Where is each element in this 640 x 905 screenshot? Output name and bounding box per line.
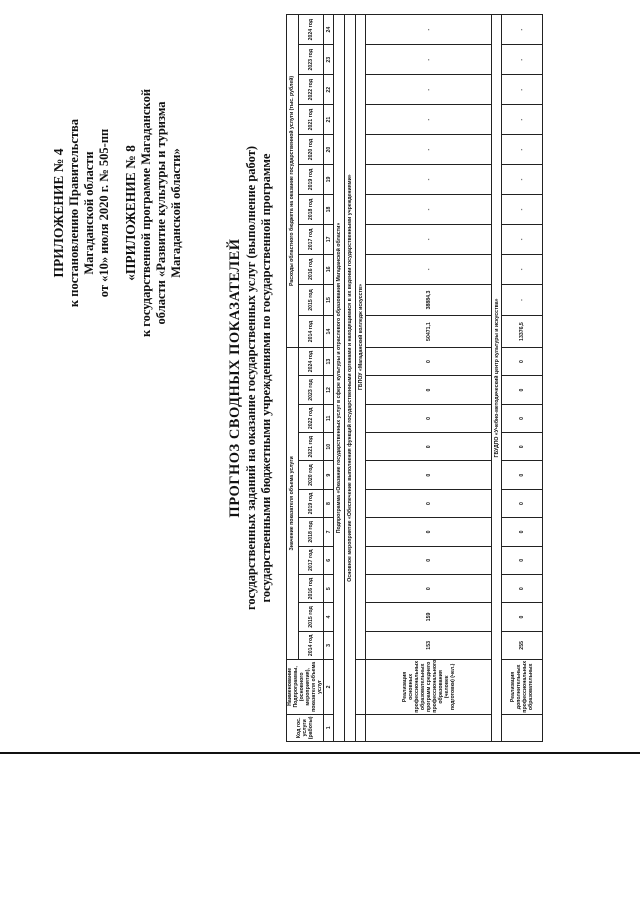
budget-value: -	[502, 194, 543, 224]
budget-value: -	[502, 284, 543, 316]
indicators-table	[286, 14, 543, 742]
budget-value: -	[502, 165, 543, 195]
volume-value: 0	[502, 518, 543, 546]
table-row	[502, 15, 543, 742]
budget-value: -	[366, 105, 492, 135]
budget-value: 38884,3	[366, 284, 492, 316]
year-header: 2023 год	[298, 376, 323, 404]
column-number: 5	[324, 574, 334, 602]
volume-value: 0	[502, 461, 543, 489]
budget-value: -	[366, 194, 492, 224]
page-divider-line	[0, 752, 640, 754]
header-line: к государственной программе Магаданской	[139, 88, 153, 338]
budget-value: 13376,5	[502, 316, 543, 348]
column-number: 14	[324, 316, 334, 348]
year-header: 2018 год	[298, 194, 323, 224]
volume-value: 0	[366, 574, 492, 602]
budget-value: -	[366, 165, 492, 195]
appendix-number: ПРИЛОЖЕНИЕ № 4	[51, 148, 66, 278]
volume-value: 153	[366, 631, 492, 659]
header-line: Магаданской области	[82, 151, 96, 275]
volume-value: 0	[502, 404, 543, 432]
column-number: 8	[324, 489, 334, 517]
volume-value: 159	[366, 603, 492, 631]
year-header: 2016 год	[298, 254, 323, 284]
year-header: 2024 год	[298, 347, 323, 375]
service-name: Реализация основных профессиональных образовательных программ среднего профессионального образования (человек подготовки) (чел.)	[366, 660, 492, 715]
budget-value: -	[502, 135, 543, 165]
year-header: 2015 год	[298, 284, 323, 316]
subprogram-row: Подпрограмма «Оказание государственных услуг в сфере культуры и отраслевого образования Магаданской области»	[334, 15, 345, 742]
column-number: 23	[324, 45, 334, 75]
column-number: 2	[324, 660, 334, 715]
year-header: 2014 год	[298, 316, 323, 348]
volume-value: 0	[502, 489, 543, 517]
header-code: Код гос. услуги (работы)	[287, 714, 324, 741]
year-header: 2019 год	[298, 489, 323, 517]
year-header: 2014 год	[298, 631, 323, 659]
rotated-document-page	[40, 8, 620, 748]
header-line: области «Развитие культуры и туризма	[154, 101, 168, 325]
header-budget-group: Расходы областного бюджета на оказание государственной услуги (тыс. рублей)	[287, 15, 299, 348]
budget-value: -	[502, 254, 543, 284]
column-number: 6	[324, 546, 334, 574]
title-line: государственных заданий на оказание государственных услуг (выполнение работ)	[244, 146, 258, 610]
volume-value: 0	[366, 433, 492, 461]
budget-value: -	[366, 45, 492, 75]
year-header: 2022 год	[298, 404, 323, 432]
volume-value: 0	[366, 489, 492, 517]
volume-value: 0	[502, 347, 543, 375]
year-header: 2020 год	[298, 461, 323, 489]
budget-value: -	[502, 15, 543, 45]
budget-value: -	[502, 105, 543, 135]
volume-value: 255	[502, 631, 543, 659]
budget-value: 50471,1	[366, 316, 492, 348]
volume-value: 0	[366, 518, 492, 546]
column-number: 17	[324, 224, 334, 254]
budget-value: -	[366, 15, 492, 45]
column-number: 15	[324, 284, 334, 316]
header-line: Магаданской области»	[169, 148, 183, 278]
budget-value: -	[502, 75, 543, 105]
column-number: 19	[324, 165, 334, 195]
organization-row: ГБПОУ «Магаданский колледж искусств»	[356, 15, 366, 660]
title-line: государственными бюджетными учреждениями по государственной программе	[259, 153, 273, 603]
year-header: 2017 год	[298, 546, 323, 574]
appendix-header	[50, 58, 184, 368]
budget-value: -	[366, 254, 492, 284]
column-number-row	[324, 15, 334, 742]
year-header: 2020 год	[298, 135, 323, 165]
column-number: 20	[324, 135, 334, 165]
volume-value: 0	[366, 347, 492, 375]
column-number: 10	[324, 433, 334, 461]
budget-value: -	[366, 224, 492, 254]
volume-value: 0	[366, 461, 492, 489]
column-number: 7	[324, 518, 334, 546]
column-number: 13	[324, 347, 334, 375]
volume-value: 0	[502, 376, 543, 404]
volume-value: 0	[502, 546, 543, 574]
header-line: от «10» июля 2020 г. № 505-пп	[97, 128, 111, 298]
volume-value: 0	[502, 603, 543, 631]
year-header: 2016 год	[298, 574, 323, 602]
year-header: 2023 год	[298, 45, 323, 75]
table-row	[366, 15, 492, 742]
column-number: 12	[324, 376, 334, 404]
header-name: Наименование Подпрограммы, (основного мероприятия), показателя объема услуг	[287, 660, 324, 715]
column-number: 18	[324, 194, 334, 224]
year-header: 2017 год	[298, 224, 323, 254]
column-number: 24	[324, 15, 334, 45]
year-header: 2021 год	[298, 433, 323, 461]
column-number: 9	[324, 461, 334, 489]
budget-value: -	[366, 75, 492, 105]
year-header: 2022 год	[298, 75, 323, 105]
budget-value: -	[366, 135, 492, 165]
budget-value: -	[502, 224, 543, 254]
year-header: 2015 год	[298, 603, 323, 631]
main-activity-row: Основное мероприятие «Обеспечение выполнения функций государственными органами и находящимися в их ведении государственными учреждениями»	[345, 15, 356, 742]
column-number: 21	[324, 105, 334, 135]
volume-value: 0	[366, 546, 492, 574]
column-number: 1	[324, 714, 334, 741]
column-number: 16	[324, 254, 334, 284]
appendix-number-2: «ПРИЛОЖЕНИЕ № 8	[123, 145, 138, 281]
header-line: к постановлению Правительства	[67, 118, 81, 308]
column-number: 22	[324, 75, 334, 105]
organization-row: ГБУДПО «Учебно-методический центр культуры и искусства»	[492, 15, 502, 742]
title-main: ПРОГНОЗ СВОДНЫХ ПОКАЗАТЕЛЕЙ	[227, 238, 243, 518]
volume-value: 0	[502, 574, 543, 602]
volume-value: 0	[366, 376, 492, 404]
header-volume-group: Значение показателя объема услуги	[287, 347, 299, 659]
document-title	[226, 48, 274, 708]
column-number: 11	[324, 404, 334, 432]
year-header: 2019 год	[298, 165, 323, 195]
volume-value: 0	[502, 433, 543, 461]
year-header: 2018 год	[298, 518, 323, 546]
budget-value: -	[502, 45, 543, 75]
service-name: Реализация дополнительных профессиональных образовательных	[502, 660, 543, 715]
column-number: 4	[324, 603, 334, 631]
year-header: 2021 год	[298, 105, 323, 135]
column-number: 3	[324, 631, 334, 659]
volume-value: 0	[366, 404, 492, 432]
year-header: 2024 год	[298, 15, 323, 45]
